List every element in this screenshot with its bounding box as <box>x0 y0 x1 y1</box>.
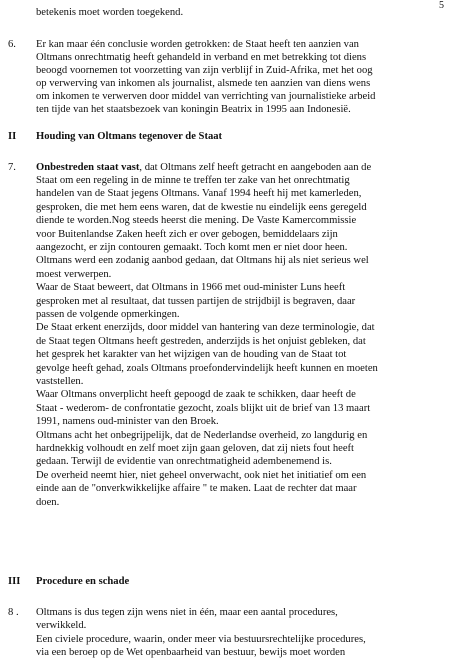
text-line: Een civiele procedure, waarin, onder meer via bestuursrechtelijke procedures, <box>36 633 366 645</box>
text-line: hardnekkig volhoudt en zelf moet zijn gaan geloven, dat zij niets fout heeft <box>36 443 355 454</box>
intro-line: betekenis moet worden toegekend. <box>36 7 184 18</box>
para7-first-rest: , dat Oltmans zelf heeft getracht en aangeboden aan de <box>139 162 372 173</box>
text-line: Staat om een regeling in de minne te treffen ter zake van het onrechtmatig <box>36 175 350 186</box>
text-line: einde aan de "onverkwikkelijke affaire " te maken. Laat de rechter dat maar <box>36 483 357 495</box>
text-line: de Staat tegen Oltmans heeft gestreden, anderzijds is het onjuist gebleken, dat <box>36 335 366 347</box>
page-number: 5 <box>439 0 444 11</box>
text-line: gedaan. Terwijl de evidentie van onrechtmatigheid adembenemend is. <box>36 456 332 468</box>
text-line: het gesprek het karakter van het wijzigen van de houding van de Staat tot <box>36 349 347 361</box>
text-line: De Staat erkent enerzijds, door middel van hantering van deze terminologie, dat <box>36 322 375 334</box>
text-line: passen de volgende opmerkingen. <box>36 309 180 320</box>
text-line: Waar de Staat beweert, dat Oltmans in 1966 met oud-minister Luns heeft <box>36 282 346 294</box>
section2-number: II <box>8 131 17 142</box>
text-line: 1991, namens oud-minister van den Broek. <box>36 416 219 428</box>
text-line: diende te worden.Nog steeds heerst die mening. De Vaste Kamercommissie <box>36 215 357 227</box>
section3-title: Procedure en schade <box>36 576 130 587</box>
text-line: gesproken met al resultaat, dat tussen partijen de strijdbijl is begraven, daar <box>36 295 356 307</box>
text-line: De overheid neemt hier, niet geheel onverwacht, ook niet het initiatief om een <box>36 469 367 481</box>
para7-number: 7. <box>8 162 16 173</box>
text-line: aangezocht, er zijn contouren gemaakt. Toch komt men er niet door heen. <box>36 242 348 253</box>
text-line: Staat - wederom- de confrontatie gezocht, zoals blijkt uit de brief van 13 maart <box>36 402 371 414</box>
text-line: doen. <box>36 496 60 508</box>
text-line: Oltmans werd een zodanig aanbod gedaan, dat Oltmans hij als niet serieus wel <box>36 255 369 267</box>
text-line: beoogd voornemen tot voorzetting van zijn verblijf in Zuid-Afrika, met het oog <box>36 65 373 76</box>
para7-bold-lead: Onbestreden staat vast <box>36 162 140 173</box>
text-line: via een beroep op de Wet openbaarheid van bestuur, bewijs moet worden <box>36 647 346 659</box>
para8-number: 8 . <box>8 607 19 618</box>
text-line: handelen van de Staat jegens Oltmans. Vanaf 1994 heeft hij met kamerleden, <box>36 188 362 200</box>
text-line: ten tijde van het staatsbezoek van koningin Beatrix in 1995 aan Indonesië. <box>36 104 351 115</box>
para6-number: 6. <box>8 39 16 50</box>
text-line: vaststellen. <box>36 376 84 387</box>
text-line: Oltmans is dus tegen zijn wens niet in één, maar een aantal procedures, <box>36 607 338 618</box>
text-line: verwikkeld. <box>36 620 87 632</box>
text-line: Oltmans acht het onbegrijpelijk, dat de Nederlandse overheid, zo langdurig en <box>36 429 368 441</box>
text-line: op verwerving van inkomen als journalist, alsmede ten aanzien van diens wens <box>36 78 371 89</box>
text-line: voor Buitenlandse Zaken heeft zich er over gebogen, bemiddelaars zijn <box>36 228 338 240</box>
text-line: Waar Oltmans onverplicht heeft gepoogd de zaak te schikken, daar heeft de <box>36 389 356 401</box>
text-line: om inkomen te verwerven door middel van verrichting van journalistieke arbeid <box>36 91 376 102</box>
text-line: Er kan maar één conclusie worden getrokken: de Staat heeft ten aanzien van <box>36 39 359 50</box>
section2-title: Houding van Oltmans tegenover de Staat <box>36 131 223 142</box>
text-line: Oltmans onrechtmatig heeft gehandeld in verband en met betrekking tot diens <box>36 52 367 63</box>
section3-number: III <box>8 576 21 587</box>
text-line: gesproken, die met hem eens waren, dat de kwestie nu eindelijk eens geregeld <box>36 201 367 213</box>
text-line: moest verwerpen. <box>36 268 112 280</box>
text-line: gevolge heeft gehad, zoals Oltmans proefondervindelijk heeft kunnen en moeten <box>36 362 378 374</box>
para7-first-line <box>36 161 371 174</box>
